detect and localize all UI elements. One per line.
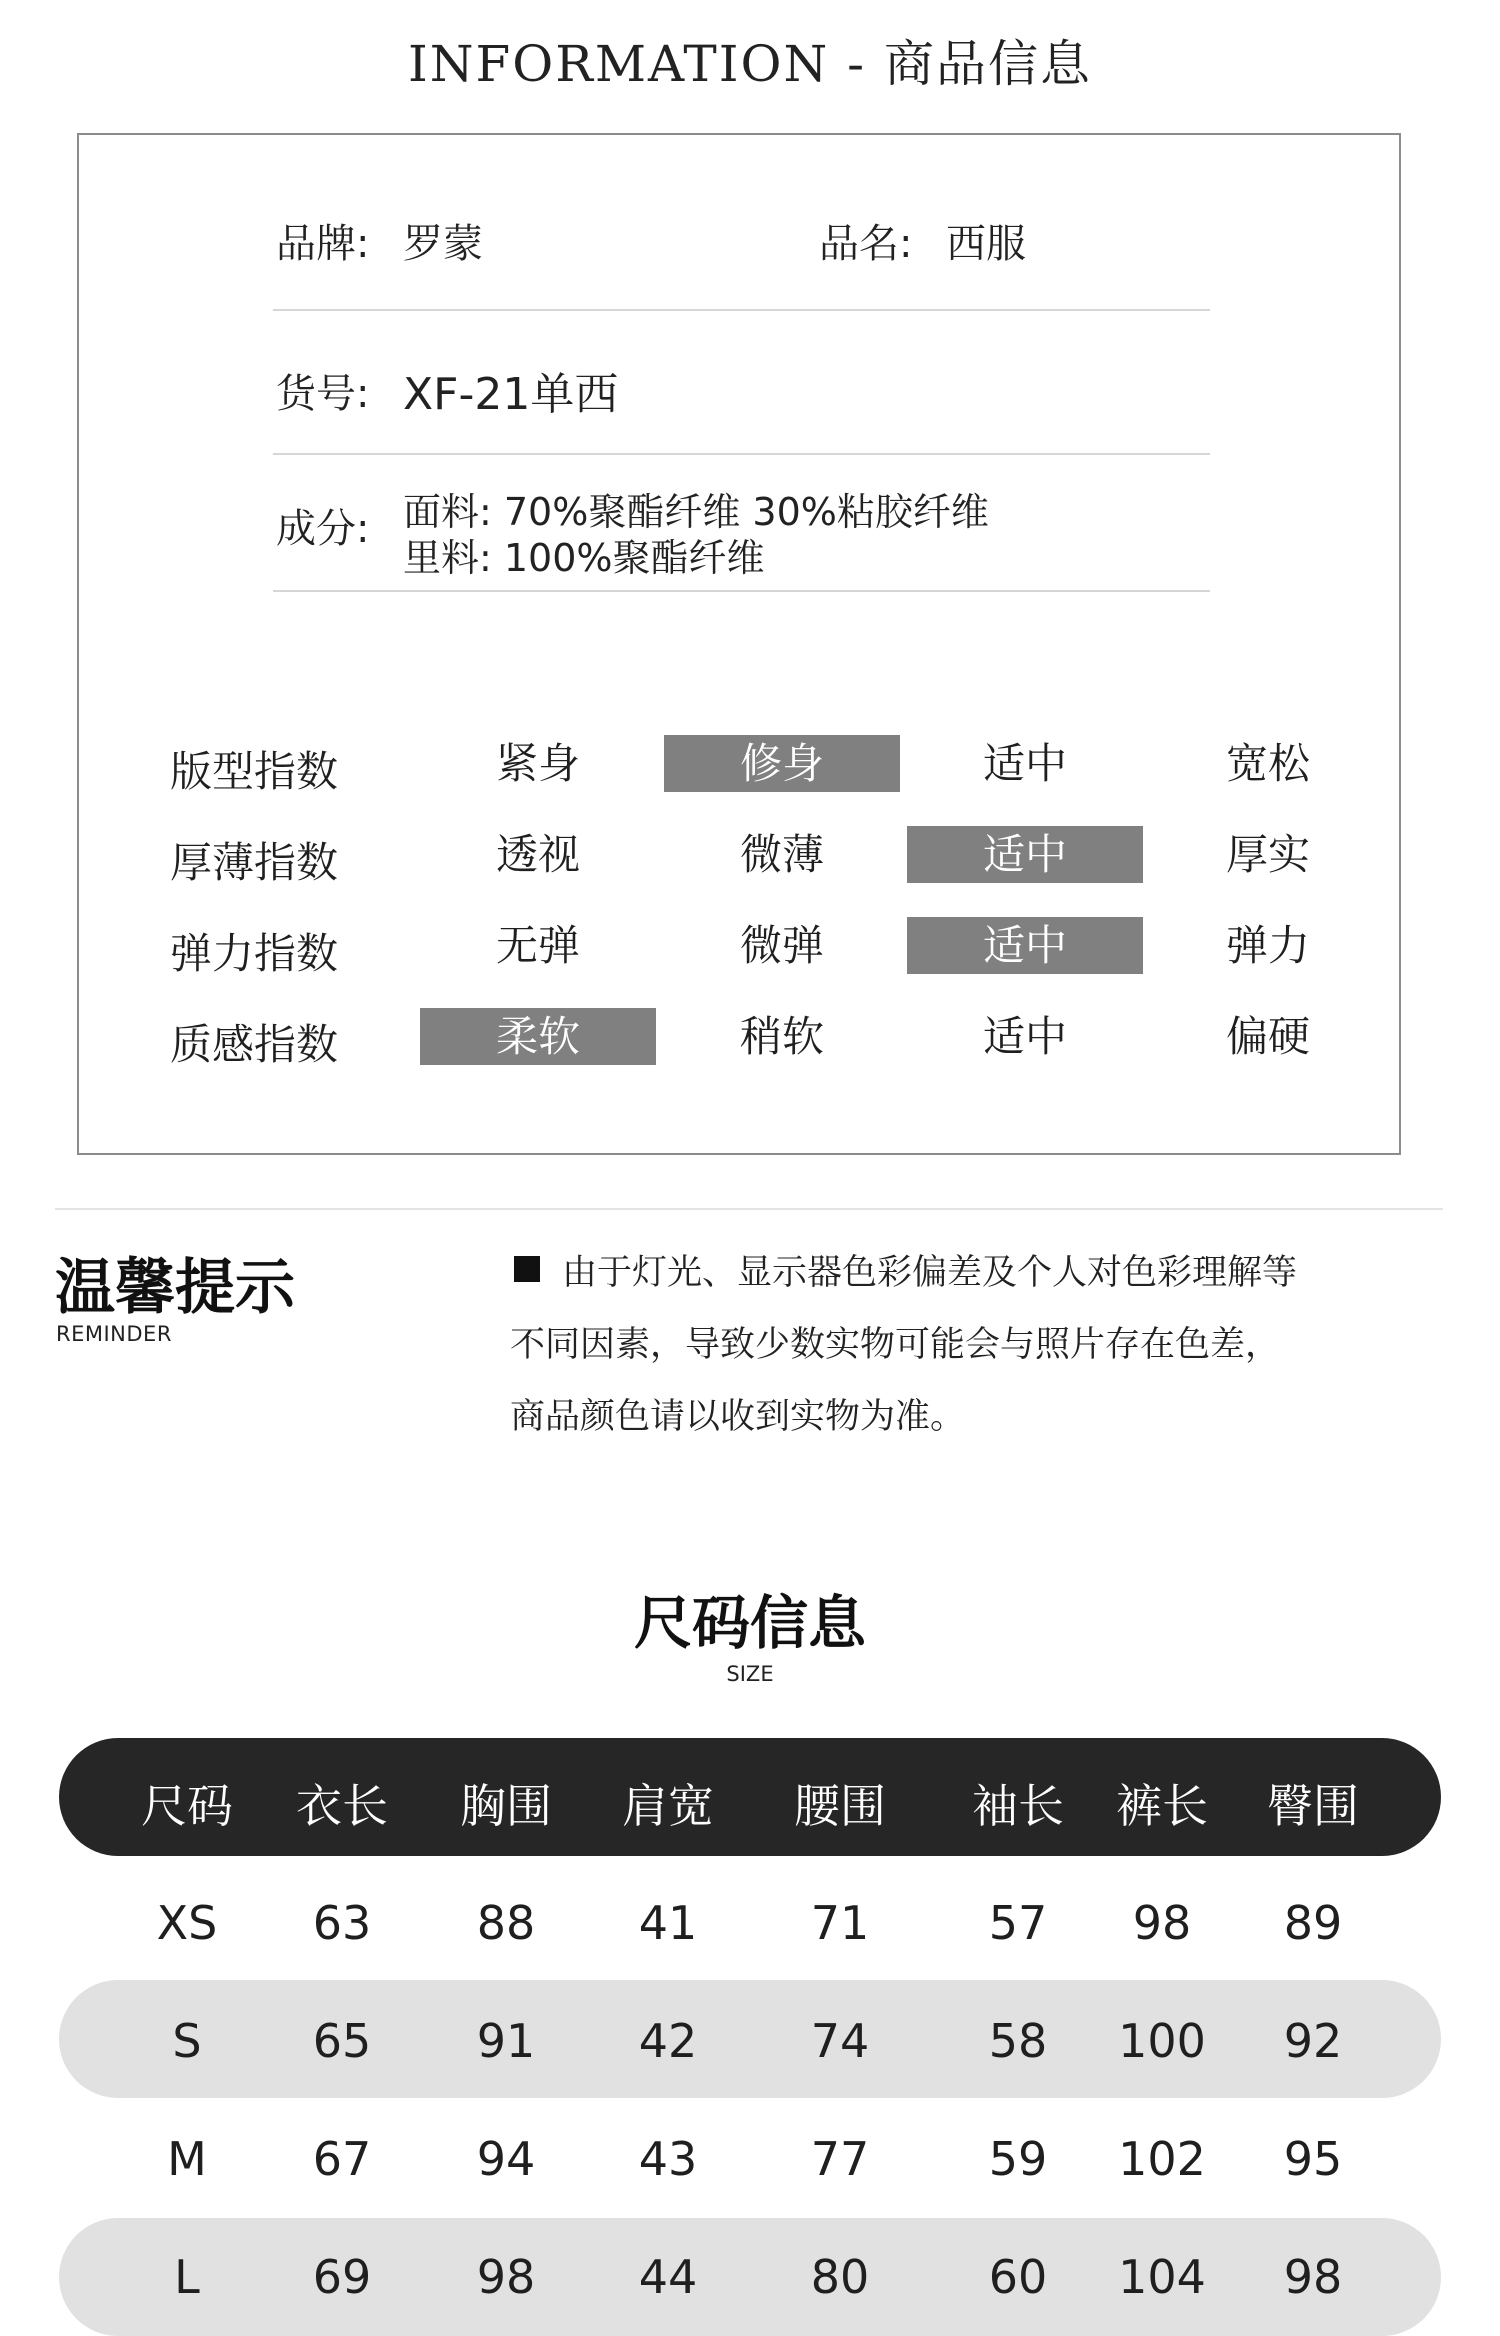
size-row-label: S [172, 2014, 202, 2068]
separator [273, 453, 1210, 455]
size-header-cell: 袖长 [972, 1779, 1064, 1833]
index-option-selected: 适中 [907, 826, 1143, 883]
composition-label: 成分: [276, 506, 370, 552]
size-header-cell: 裤长 [1116, 1779, 1208, 1833]
size-header-cell: 臀围 [1267, 1779, 1359, 1833]
separator [273, 590, 1210, 592]
separator [273, 309, 1210, 311]
size-cell: 95 [1283, 2132, 1343, 2186]
index-option-selected: 修身 [664, 735, 900, 792]
size-header-cell: 衣长 [296, 1779, 388, 1833]
size-cell: 65 [312, 2014, 372, 2068]
size-cell: 92 [1283, 2014, 1343, 2068]
reminder-title: 温馨提示 [55, 1253, 295, 1323]
composition-line: 里料: 100%聚酯纤维 [403, 536, 765, 580]
index-option: 弹力 [1225, 921, 1310, 970]
section-divider [55, 1208, 1443, 1210]
index-label: 弹力指数 [170, 929, 339, 978]
index-option: 微薄 [739, 830, 824, 879]
size-title: 尺码信息 [633, 1589, 866, 1657]
size-cell: 59 [988, 2132, 1048, 2186]
index-option: 厚实 [1225, 830, 1310, 879]
index-option: 适中 [982, 739, 1067, 788]
size-cell: 69 [312, 2250, 372, 2304]
size-cell: 102 [1118, 2132, 1206, 2186]
reminder-subtitle: REMINDER [56, 1322, 172, 1346]
brand-value: 罗蒙 [403, 221, 483, 267]
sku-value: XF-21单西 [403, 369, 619, 420]
size-row-label: XS [156, 1896, 218, 1950]
product-name-label: 品名: [819, 221, 913, 267]
brand-label: 品牌: [276, 221, 370, 267]
size-cell: 89 [1283, 1896, 1343, 1950]
size-cell: 77 [810, 2132, 870, 2186]
index-option: 宽松 [1225, 739, 1310, 788]
product-info-box [77, 133, 1401, 1155]
index-option: 透视 [495, 830, 580, 879]
index-option: 微弹 [739, 921, 824, 970]
size-cell: 63 [312, 1896, 372, 1950]
sku-label: 货号: [276, 371, 370, 417]
reminder-text-line: 由于灯光、显示器色彩偏差及个人对色彩理解等 [562, 1253, 1298, 1293]
reminder-text-line: 商品颜色请以收到实物为准。 [510, 1397, 966, 1437]
size-cell: 91 [476, 2014, 536, 2068]
size-cell: 98 [1283, 2250, 1343, 2304]
size-cell: 88 [476, 1896, 536, 1950]
size-cell: 98 [1132, 1896, 1192, 1950]
composition-line: 面料: 70%聚酯纤维 30%粘胶纤维 [403, 490, 989, 534]
size-cell: 94 [476, 2132, 536, 2186]
size-cell: 74 [810, 2014, 870, 2068]
index-option: 无弹 [495, 921, 580, 970]
index-label: 版型指数 [170, 747, 339, 796]
index-option-selected: 柔软 [420, 1008, 656, 1065]
size-cell: 42 [638, 2014, 698, 2068]
size-cell: 60 [988, 2250, 1048, 2304]
size-cell: 44 [638, 2250, 698, 2304]
index-label: 厚薄指数 [170, 838, 339, 887]
size-header-cell: 胸围 [460, 1779, 552, 1833]
size-cell: 58 [988, 2014, 1048, 2068]
size-cell: 71 [810, 1896, 870, 1950]
size-row-label: M [167, 2132, 207, 2186]
index-option: 稍软 [739, 1012, 824, 1061]
size-cell: 104 [1118, 2250, 1206, 2304]
reminder-text-line: 不同因素，导致少数实物可能会与照片存在色差， [510, 1325, 1281, 1365]
index-option-selected: 适中 [907, 917, 1143, 974]
bullet-square-icon [514, 1256, 540, 1282]
size-cell: 41 [638, 1896, 698, 1950]
index-option: 偏硬 [1225, 1012, 1310, 1061]
info-title: INFORMATION - 商品信息 [408, 35, 1092, 93]
size-cell: 98 [476, 2250, 536, 2304]
size-row-label: L [174, 2250, 200, 2304]
size-cell: 67 [312, 2132, 372, 2186]
index-label: 质感指数 [170, 1020, 339, 1069]
size-cell: 100 [1118, 2014, 1206, 2068]
size-header-cell: 腰围 [794, 1779, 886, 1833]
size-subtitle: SIZE [726, 1662, 774, 1686]
index-option: 紧身 [495, 739, 580, 788]
size-header-cell: 尺码 [141, 1779, 233, 1833]
size-cell: 43 [638, 2132, 698, 2186]
index-option: 适中 [982, 1012, 1067, 1061]
size-header-cell: 肩宽 [622, 1779, 714, 1833]
size-cell: 57 [988, 1896, 1048, 1950]
size-cell: 80 [810, 2250, 870, 2304]
product-name-value: 西服 [946, 221, 1026, 267]
